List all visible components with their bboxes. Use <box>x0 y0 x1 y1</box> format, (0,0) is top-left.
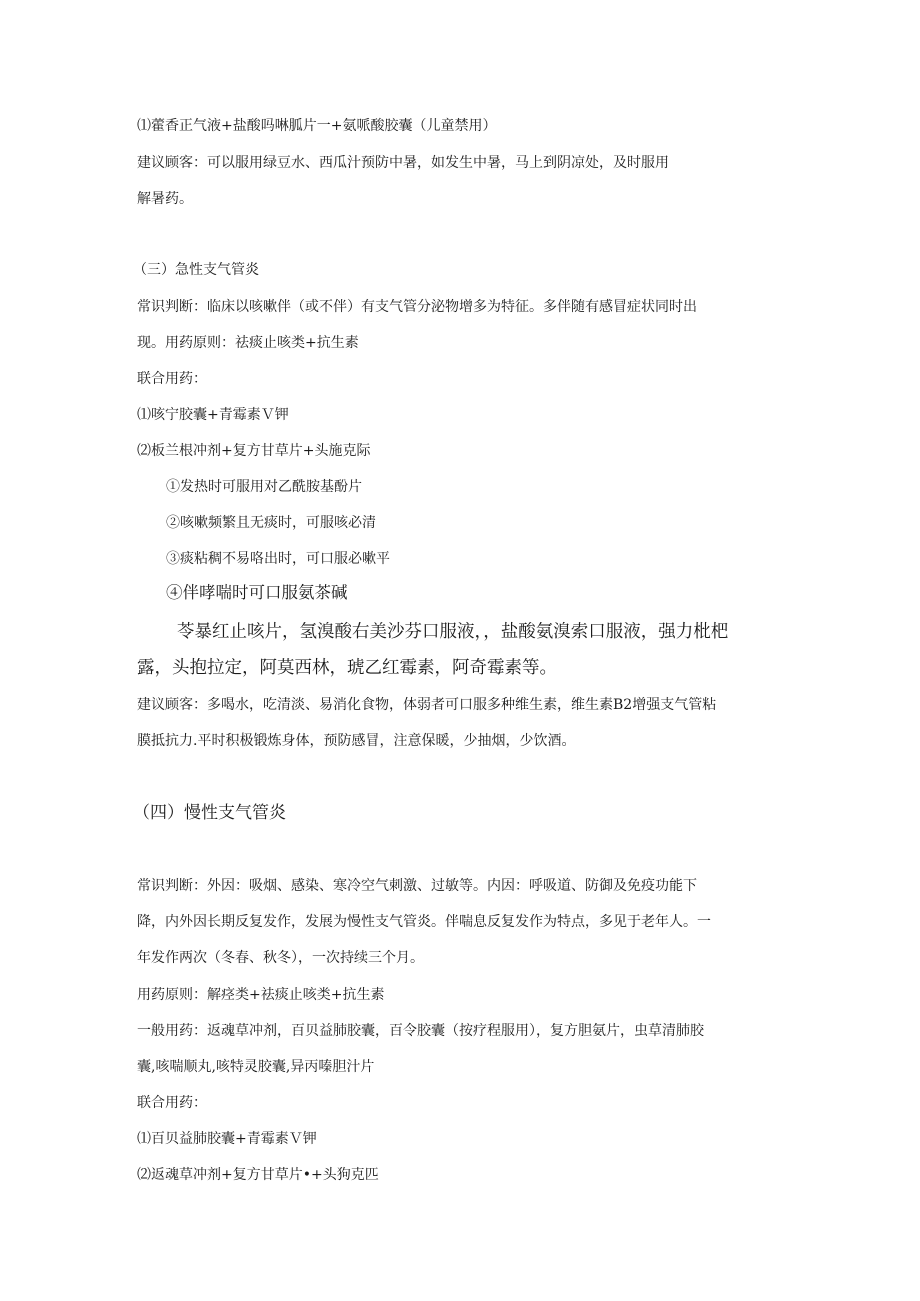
text-line: 年发作两次（冬春、秋冬），一次持续三个月。 <box>137 950 424 966</box>
text-line: 联合用药： <box>137 371 207 387</box>
text-line: 一般用药：返魂草冲剂，百贝益肺胶囊，百令胶囊（按疗程服用），复方胆氨片，虫草清肺胶 <box>137 1023 704 1039</box>
text-line: 建议顾客：多喝水，吃清淡、易消化食物，体弱者可口服多种维生素，维生素B2增强支气管粘 <box>137 697 717 713</box>
text-line: 用药原则：解痉类+祛痰止咳类+抗生素 <box>137 987 385 1003</box>
section-heading: （三）急性支气管炎 <box>133 262 259 278</box>
text-line: 囊,咳喘顺丸,咳特灵胶囊,异丙嗪胆汁片 <box>137 1059 375 1075</box>
text-line: 联合用药： <box>137 1095 207 1111</box>
section-heading: （四）慢性支气管炎 <box>133 803 286 823</box>
text-line: ⑵板兰根冲剂+复方甘草片+头施克际 <box>137 443 371 459</box>
text-line: ③痰粘稠不易咯出时，可口服必嗽平 <box>166 551 390 567</box>
text-line: ⑴咳宁胶囊+青霉素Ｖ钾 <box>137 407 289 423</box>
text-line: 露，头抱拉定，阿莫西林，琥乙红霉素，阿奇霉素等。 <box>137 658 557 678</box>
text-line: 常识判断：临床以咳嗽伴（或不伴）有支气管分泌物增多为特征。多伴随有感冒症状同时出 <box>137 299 697 315</box>
text-line: 膜抵抗力.平时积极锻炼身体，预防感冒，注意保暖，少抽烟，少饮酒。 <box>137 733 576 749</box>
text-line: ⑵返魂草冲剂+复方甘草片•+头狗克匹 <box>137 1167 379 1183</box>
text-line: 解暑药。 <box>137 191 193 207</box>
text-line: ⑴百贝益肺胶囊+青霉素Ｖ钾 <box>137 1131 317 1147</box>
text-line: ②咳嗽频繁且无痰时，可服咳必清 <box>166 515 376 531</box>
text-line: ①发热时可服用对乙酰胺基酚片 <box>166 479 362 495</box>
text-line: ④伴哮喘时可口服氨茶碱 <box>166 583 348 602</box>
text-line: 常识判断：外因：吸烟、感染、寒冷空气刺激、过敏等。内因：呼吸道、防御及免疫功能下 <box>137 878 697 894</box>
text-line: ⑴藿香正气液+盐酸吗啉胍片一+氨哌酸胶囊（儿童禁用） <box>137 118 497 134</box>
text-line: 现。用药原则：祛痰止咳类+抗生素 <box>137 335 359 351</box>
text-line: 建议顾客：可以服用绿豆水、西瓜汁预防中暑，如发生中暑，马上到阴凉处，及时服用 <box>137 155 669 171</box>
text-line: 降，内外因长期反复发作，发展为慢性支气管炎。伴喘息反复发作为特点，多见于老年人。一 <box>137 914 711 930</box>
text-line: 苓暴红止咳片，氢溴酸右美沙芬口服液，，盐酸氨溴索口服液，强力枇杷 <box>177 622 729 642</box>
